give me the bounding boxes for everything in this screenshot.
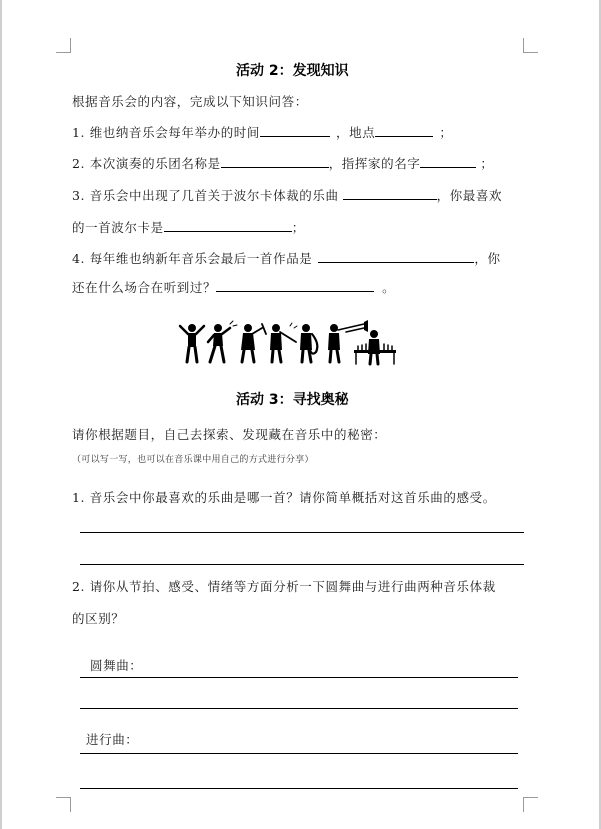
q3-text: 3. 音乐会中出现了几首关于波尔卡体裁的乐曲 <box>72 188 339 203</box>
page-edge-left <box>0 0 2 829</box>
activity3-title: 活动 3：寻找奥秘 <box>236 392 349 408</box>
activity3-question-2: 2. 请你从节拍、感受、情绪等方面分析一下圆舞曲与进行曲两种音乐体裁 <box>72 579 496 594</box>
orchestra-musicians-icon <box>178 320 398 366</box>
q3-count-blank[interactable] <box>343 187 437 200</box>
margin-corner-top-right <box>523 38 538 53</box>
q2-conductor-label: ，指挥家的名字 <box>328 156 421 171</box>
q4-you: ，你 <box>474 251 501 266</box>
q2-end: ； <box>480 156 494 171</box>
march-answer-line-a[interactable] <box>80 753 518 754</box>
q4-occasion-text: 还在什么场合在听到过？ <box>72 280 217 295</box>
activity2-intro: 根据音乐会的内容，完成以下知识问答： <box>72 94 308 109</box>
q3-favorite-blank[interactable] <box>164 219 292 232</box>
margin-corner-top-left <box>56 38 71 53</box>
question-4-line2 <box>72 278 395 296</box>
margin-corner-bottom-right <box>523 797 538 812</box>
q3-favorite-text: 的一首波尔卡是 <box>72 220 164 235</box>
activity3-note: （可以写一写，也可以在音乐课中用自己的方式进行分享） <box>72 455 314 465</box>
question-2 <box>72 154 494 172</box>
q3-end: ； <box>291 220 305 235</box>
q4-final-piece-blank[interactable] <box>318 250 474 263</box>
question-1 <box>72 123 452 141</box>
question-3-line2 <box>72 218 305 236</box>
march-label: 进行曲： <box>86 732 139 747</box>
q4-end: 。 <box>382 280 396 295</box>
march-answer-line-b[interactable] <box>80 788 518 789</box>
activity3-intro: 请你根据题目，自己去探索、发现藏在音乐中的秘密： <box>72 427 387 442</box>
waltz-answer-line-b[interactable] <box>80 708 518 709</box>
q4-occasion-blank[interactable] <box>216 279 374 292</box>
q1-time-blank[interactable] <box>260 124 330 137</box>
q3-favorite-label: ，你最喜欢 <box>436 188 503 203</box>
q1-location-blank[interactable] <box>375 124 433 137</box>
answer-line-1b[interactable] <box>80 564 524 565</box>
activity2-title: 活动 2：发现知识 <box>236 63 349 79</box>
margin-corner-bottom-left <box>56 797 71 812</box>
q1-location-label: ，地点 <box>336 125 376 140</box>
answer-line-1a[interactable] <box>80 532 524 533</box>
q2-text: 2. 本次演奏的乐团名称是 <box>72 156 221 171</box>
waltz-answer-line-a[interactable] <box>80 677 518 678</box>
q2-conductor-blank[interactable] <box>420 155 476 168</box>
activity3-question-1: 1. 音乐会中你最喜欢的乐曲是哪一首？请你简单概括对这首乐曲的感受。 <box>72 490 496 505</box>
question-3 <box>72 186 502 204</box>
q4-text: 4. 每年维也纳新年音乐会最后一首作品是 <box>72 251 313 266</box>
q2-orchestra-blank[interactable] <box>221 155 329 168</box>
waltz-label: 圆舞曲： <box>90 658 143 673</box>
q1-end: ； <box>439 125 453 140</box>
activity3-question-2-line2: 的区别？ <box>72 611 125 626</box>
q1-text: 1. 维也纳音乐会每年举办的时间 <box>72 125 261 140</box>
question-4 <box>72 249 501 267</box>
